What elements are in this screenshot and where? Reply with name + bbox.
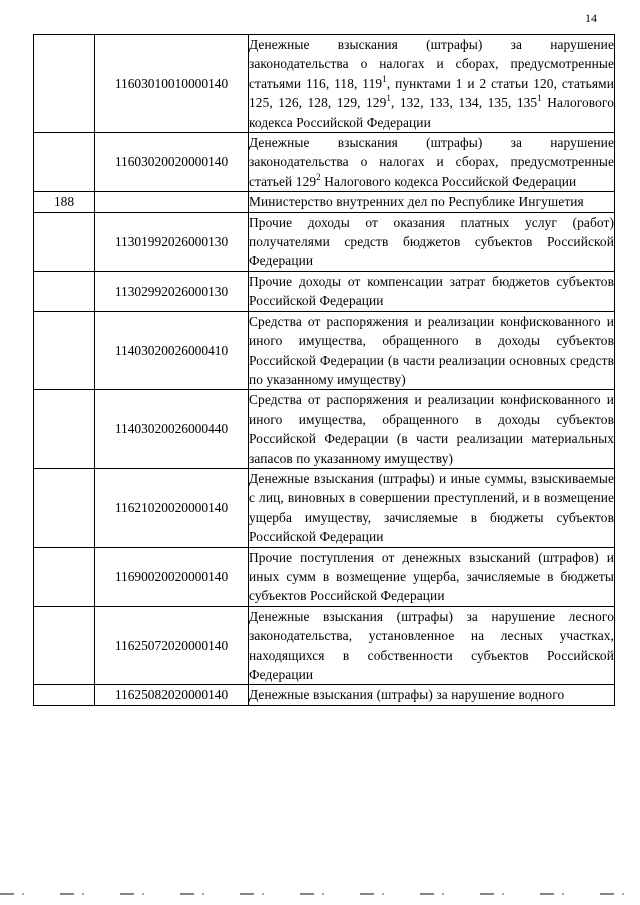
table-row <box>34 468 615 547</box>
revenue-description-cell <box>249 685 615 705</box>
article-superscript: 2 <box>316 171 321 182</box>
table-row <box>34 606 615 685</box>
administrator-code-cell <box>34 685 95 705</box>
description-text: Прочие доходы от оказания платных услуг (работ) получателями средств бюджетов субъектов Российской Федерации <box>249 214 614 269</box>
description-text: Денежные взыскания (штрафы) за нарушение лесного законодательства, установленное на лесных участках, находящихся в собственности субъектов Российской Федерации <box>249 608 614 682</box>
description-text: Денежные взыскания (штрафы) и иные суммы, взыскиваемые с лиц, виновных в совершении преступлений, и в возмещение ущерба имуществу, зачисляемые в бюджеты субъектов Российской Федерации <box>249 470 614 545</box>
table-row <box>34 133 615 192</box>
revenue-code-cell: 11621020020000140 <box>95 468 249 547</box>
administrator-code-cell <box>34 212 95 271</box>
table-row <box>34 547 615 606</box>
revenue-code-cell: 11603020020000140 <box>95 133 249 192</box>
table-row <box>34 192 615 212</box>
description-text: , 132, 133, 134, 135, 135 <box>390 95 538 111</box>
table-row <box>34 685 615 705</box>
table-row <box>34 212 615 271</box>
revenue-codes-table <box>33 34 615 706</box>
description-text: Прочие доходы от компенсации затрат бюджетов субъектов Российской Федерации <box>249 273 614 309</box>
revenue-description-cell <box>249 35 615 133</box>
page-bottom-edge <box>0 893 640 895</box>
description-text: Денежные взыскания (штрафы) за нарушение водного <box>249 687 565 703</box>
revenue-description-cell <box>249 547 615 606</box>
description-text: Средства от распоряжения и реализации конфискованного и иного имущества, обращенного в доходы субъектов Российской Федерации (в части реализации материальных запасов по указанному имуществу) <box>249 392 614 466</box>
revenue-code-cell: 11625082020000140 <box>95 685 249 705</box>
revenue-code-cell: 11690020020000140 <box>95 547 249 606</box>
revenue-code-cell: 11301992026000130 <box>95 212 249 271</box>
administrator-code-cell <box>34 390 95 469</box>
revenue-description-cell <box>249 271 615 311</box>
revenue-code-cell: 11302992026000130 <box>95 271 249 311</box>
table-row <box>34 271 615 311</box>
article-superscript: 1 <box>537 93 542 104</box>
administrator-code-cell <box>34 311 95 390</box>
revenue-code-cell: 11603010010000140 <box>95 35 249 133</box>
description-text: Прочие поступления от денежных взысканий (штрафов) и иных сумм в возмещение ущерба, зачисляемые в бюджеты субъектов Российской Федерации <box>249 549 614 604</box>
table-row <box>34 390 615 469</box>
article-superscript: 1 <box>382 73 387 84</box>
revenue-description-cell <box>249 468 615 547</box>
table-row <box>34 35 615 133</box>
administrator-code-cell <box>34 547 95 606</box>
page-number: 14 <box>585 11 597 25</box>
administrator-code-cell <box>34 468 95 547</box>
revenue-description-cell <box>249 390 615 469</box>
administrator-code-cell <box>34 35 95 133</box>
administrator-code-cell <box>34 606 95 685</box>
revenue-code-cell: 11625072020000140 <box>95 606 249 685</box>
administrator-code-cell <box>34 271 95 311</box>
revenue-description-cell <box>249 212 615 271</box>
description-text: Денежные взыскания (штрафы) за нарушение законодательства о налогах и сборах, предусмотренные статьей 129 <box>249 135 614 189</box>
description-text: Налогового кодекса Российской Федерации <box>249 95 614 130</box>
article-superscript: 1 <box>386 93 391 104</box>
revenue-code-cell: 11403020026000410 <box>95 311 249 390</box>
administrator-code-cell <box>34 133 95 192</box>
administrator-code-cell: 188 <box>34 192 95 212</box>
table-body <box>34 35 615 706</box>
description-text: , пунктами 1 и 2 статьи 120, статьями 125, 126, 128, 129, 129 <box>249 75 614 111</box>
table-row <box>34 311 615 390</box>
revenue-description-cell <box>249 606 615 685</box>
description-text: Денежные взыскания (штрафы) за нарушение законодательства о налогах и сборах, предусмотренные статьями 116, 118, 119 <box>249 37 614 91</box>
revenue-code-cell: 11403020026000440 <box>95 390 249 469</box>
revenue-description-cell <box>249 192 615 212</box>
revenue-description-cell <box>249 311 615 390</box>
revenue-code-cell <box>95 192 249 212</box>
revenue-description-cell <box>249 133 615 192</box>
description-text: Налогового кодекса Российской Федерации <box>320 173 577 189</box>
description-text: Средства от распоряжения и реализации конфискованного и иного имущества, обращенного в доходы субъектов Российской Федерации (в части реализации основных средств по указанному имуществу) <box>249 313 614 387</box>
description-text: Министерство внутренних дел по Республике Ингушетия <box>249 194 584 210</box>
